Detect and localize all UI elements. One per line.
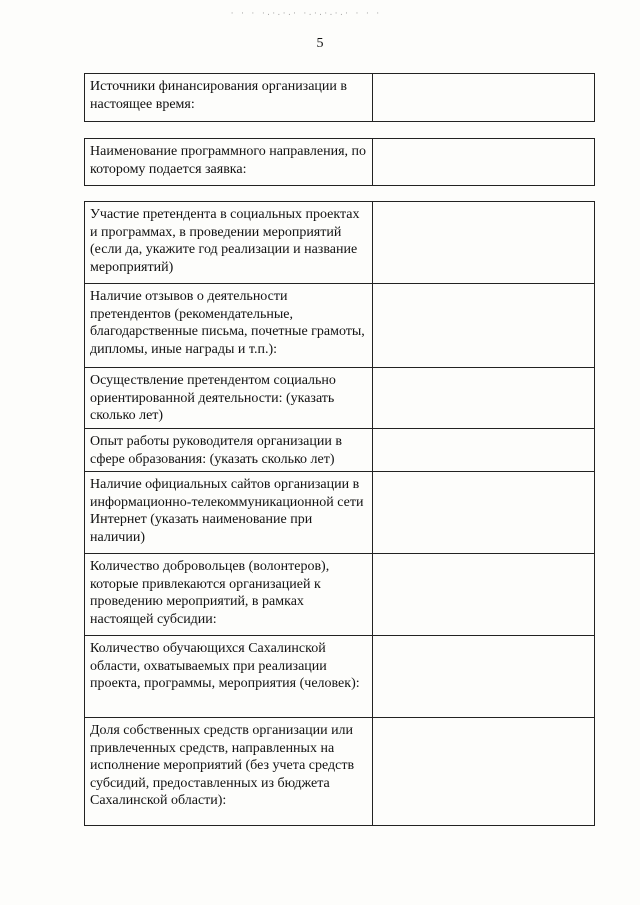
table-row	[85, 472, 595, 554]
field-label-social-activity-years: Осуществление претендентом социально ориентированной деятельности: (указать сколько лет)	[85, 368, 373, 429]
applicant-details-table	[84, 201, 595, 826]
program-direction-table	[84, 138, 595, 186]
field-label-social-projects: Участие претендента в социальных проектах и программах, в проведении мероприятий (если да, укажите год реализации и название мероприятий)	[85, 202, 373, 284]
table-row	[85, 74, 595, 122]
field-label-official-websites: Наличие официальных сайтов организации в информационно-телекоммуникационной сети Интернет (указать наименование при наличии)	[85, 472, 373, 554]
field-value-funding-sources[interactable]	[373, 74, 595, 122]
table-row	[85, 636, 595, 718]
field-value-program-direction[interactable]	[373, 139, 595, 186]
field-value-reviews[interactable]	[373, 284, 595, 368]
table-row	[85, 718, 595, 826]
field-value-volunteers[interactable]	[373, 554, 595, 636]
table-row	[85, 202, 595, 284]
field-label-head-experience: Опыт работы руководителя организации в сфере образования: (указать сколько лет)	[85, 429, 373, 472]
table-row	[85, 284, 595, 368]
field-value-social-activity-years[interactable]	[373, 368, 595, 429]
table-row	[85, 429, 595, 472]
field-label-funding-sources: Источники финансирования организации в настоящее время:	[85, 74, 373, 122]
field-value-head-experience[interactable]	[373, 429, 595, 472]
page-number: 5	[316, 36, 324, 51]
table-row	[85, 554, 595, 636]
table-row	[85, 139, 595, 186]
table-row	[85, 368, 595, 429]
scan-artifact: · · · ·.·.·.· ·.·.·.·.· · · ·	[230, 10, 381, 18]
field-label-volunteers: Количество добровольцев (волонтеров), которые привлекаются организацией к проведению мероприятий, в рамках настоящей субсидии:	[85, 554, 373, 636]
field-label-own-funds-share: Доля собственных средств организации или привлеченных средств, направленных на исполнение мероприятий (без учета средств субсидий, предоставленных из бюджета Сахалинской области):	[85, 718, 373, 826]
field-value-students-count[interactable]	[373, 636, 595, 718]
field-label-reviews: Наличие отзывов о деятельности претендентов (рекомендательные, благодарственные письма, почетные грамоты, дипломы, иные награды и т.п.):	[85, 284, 373, 368]
field-value-own-funds-share[interactable]	[373, 718, 595, 826]
field-value-official-websites[interactable]	[373, 472, 595, 554]
field-label-program-direction: Наименование программного направления, по которому подается заявка:	[85, 139, 373, 186]
field-label-students-count: Количество обучающихся Сахалинской области, охватываемых при реализации проекта, программы, мероприятия (человек):	[85, 636, 373, 718]
field-value-social-projects[interactable]	[373, 202, 595, 284]
funding-sources-table	[84, 73, 595, 122]
